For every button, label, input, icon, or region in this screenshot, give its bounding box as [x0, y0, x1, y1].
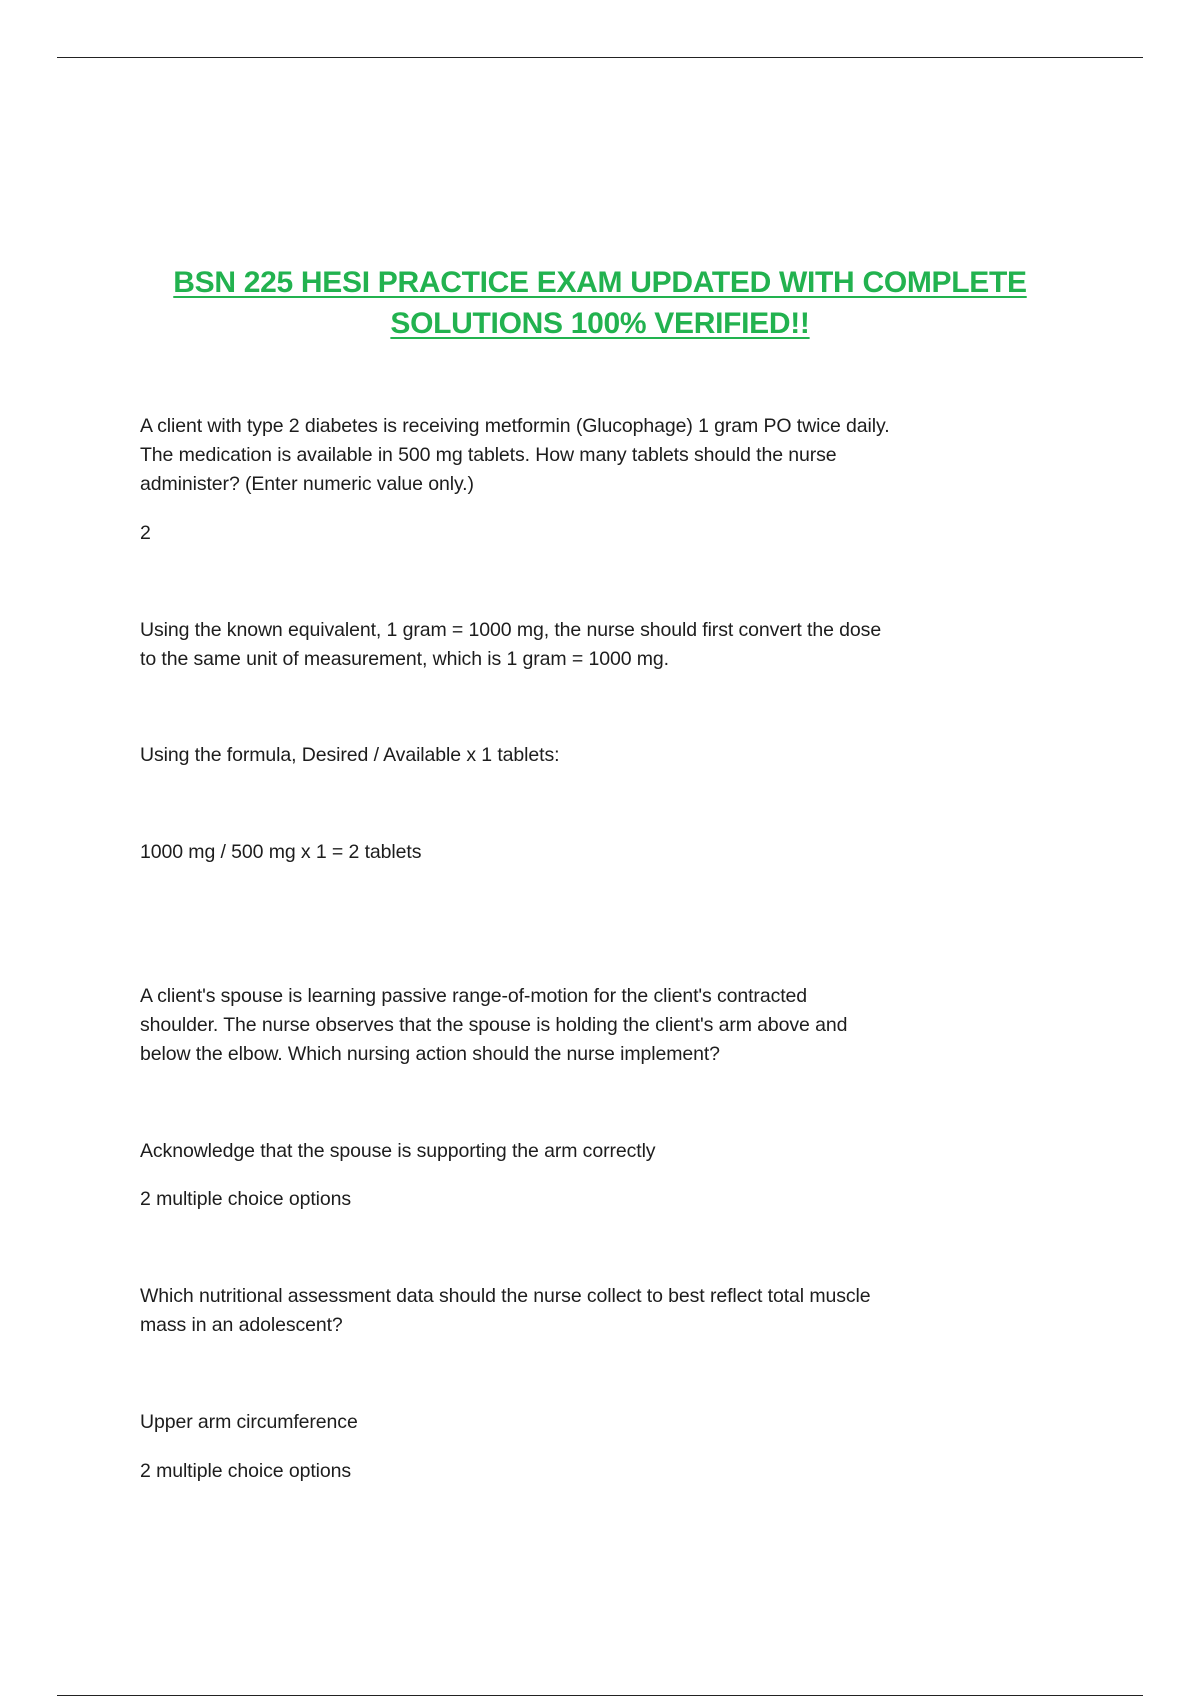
question-2-text: A client's spouse is learning passive range-of-motion for the client's contracted shoulder. The nurse observes that the spouse is holding the client's arm above and below the elbow. Which nursing action should the nurse implement?	[140, 985, 848, 1065]
question-2-options-note: 2 multiple choice options	[140, 1188, 352, 1210]
question-3-options-note: 2 multiple choice options	[140, 1460, 352, 1482]
question-1-rationale-1: Using the known equivalent, 1 gram = 1000 mg, the nurse should first convert the dose to the same unit of measurement, which is 1 gram = 1000 mg.	[140, 619, 882, 670]
question-3-answer: Upper arm circumference	[140, 1411, 358, 1433]
question-1-text: A client with type 2 diabetes is receiving metformin (Glucophage) 1 gram PO twice daily. The medication is available in 500 mg tablets. How many tablets should the nurse administer? (Enter numeric value only.)	[140, 415, 890, 495]
header-rule	[57, 57, 1143, 58]
document-title	[140, 262, 1060, 344]
title-line-1: BSN 225 HESI PRACTICE EXAM UPDATED WITH COMPLETE	[173, 266, 1027, 299]
footer-rule	[57, 1695, 1143, 1696]
question-2-answer: Acknowledge that the spouse is supporting the arm correctly	[140, 1140, 656, 1162]
question-3-text: Which nutritional assessment data should the nurse collect to best reflect total muscle mass in an adolescent?	[140, 1285, 871, 1336]
title-line-2: SOLUTIONS 100% VERIFIED!!	[390, 307, 810, 340]
question-1-rationale-2: Using the formula, Desired / Available x 1 tablets:	[140, 744, 560, 766]
question-1-rationale-3: 1000 mg / 500 mg x 1 = 2 tablets	[140, 841, 422, 863]
question-1-answer: 2	[140, 522, 151, 544]
